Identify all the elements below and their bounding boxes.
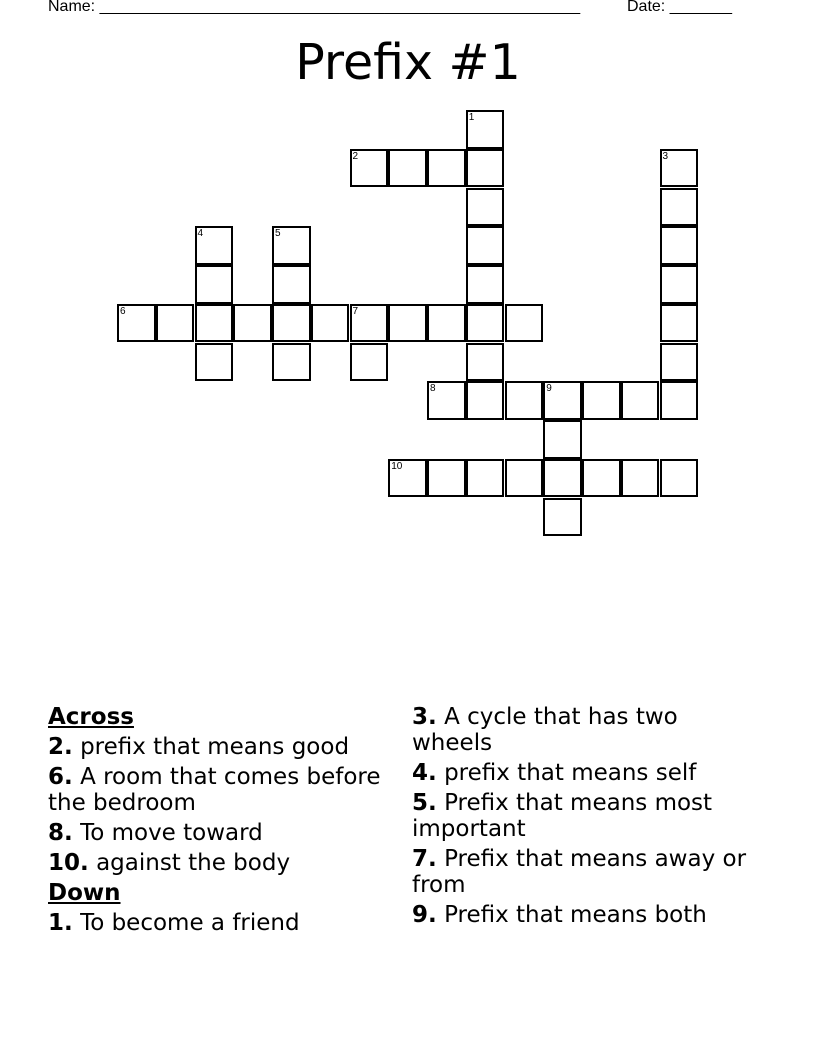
crossword-cell[interactable] — [621, 381, 660, 420]
clue-text: Prefix that means both — [444, 902, 707, 928]
crossword-cell[interactable] — [543, 420, 582, 459]
clue-down-9 — [412, 902, 752, 928]
clue-across-8 — [48, 820, 388, 846]
crossword-cell[interactable] — [466, 149, 505, 188]
clue-text: A cycle that has two wheels — [412, 704, 678, 756]
date-field-label: Date: _______ — [627, 0, 732, 15]
crossword-cell[interactable] — [272, 265, 311, 304]
crossword-cell[interactable] — [660, 343, 699, 382]
crossword-cell-9[interactable] — [543, 381, 582, 420]
crossword-cell[interactable] — [466, 381, 505, 420]
clue-number: 7. — [412, 846, 437, 872]
crossword-cell[interactable] — [195, 265, 234, 304]
clue-number: 6. — [48, 764, 73, 790]
clue-text: prefix that means good — [80, 734, 350, 760]
crossword-cell[interactable] — [660, 459, 699, 498]
crossword-cell[interactable] — [466, 343, 505, 382]
crossword-cell[interactable] — [660, 226, 699, 265]
clue-text: Prefix that means most important — [412, 790, 713, 842]
clue-text: prefix that means self — [444, 760, 697, 786]
crossword-cell[interactable] — [427, 459, 466, 498]
clue-number: 3. — [412, 704, 437, 730]
crossword-cell[interactable] — [466, 304, 505, 343]
crossword-cell[interactable] — [543, 459, 582, 498]
crossword-cell[interactable] — [272, 304, 311, 343]
down-heading: Down — [48, 880, 121, 906]
across-heading: Across — [48, 704, 134, 730]
crossword-cell[interactable] — [621, 459, 660, 498]
crossword-cell[interactable] — [195, 343, 234, 382]
crossword-cell[interactable] — [660, 188, 699, 227]
crossword-cell[interactable] — [505, 381, 544, 420]
clue-text: A room that comes before the bedroom — [48, 764, 381, 816]
cell-number: 2 — [352, 150, 359, 162]
crossword-cell[interactable] — [427, 304, 466, 343]
cell-number: 6 — [120, 305, 126, 317]
crossword-cell[interactable] — [660, 265, 699, 304]
crossword-cell[interactable] — [272, 343, 311, 382]
clue-number: 10. — [48, 850, 89, 876]
cell-number: 8 — [430, 383, 436, 395]
clue-text: To become a friend — [80, 910, 300, 936]
clue-across-10 — [48, 850, 388, 876]
crossword-cell-4[interactable] — [195, 226, 234, 265]
clue-down-4 — [412, 760, 752, 786]
crossword-cell[interactable] — [466, 188, 505, 227]
crossword-cell[interactable] — [388, 304, 427, 343]
crossword-cell[interactable] — [427, 149, 466, 188]
clue-number: 1. — [48, 910, 73, 936]
crossword-cell[interactable] — [505, 304, 544, 343]
crossword-cell[interactable] — [350, 343, 389, 382]
clue-number: 4. — [412, 760, 437, 786]
crossword-cell[interactable] — [466, 226, 505, 265]
crossword-cell[interactable] — [156, 304, 195, 343]
cell-number: 4 — [197, 228, 204, 240]
clue-number: 8. — [48, 820, 73, 846]
cell-number: 7 — [352, 305, 359, 317]
crossword-cell-7[interactable] — [350, 304, 389, 343]
clue-text: To move toward — [80, 820, 263, 846]
clue-text: Prefix that means away or from — [412, 846, 747, 898]
crossword-cell[interactable] — [582, 381, 621, 420]
crossword-cell[interactable] — [388, 149, 427, 188]
puzzle-title: Prefix #1 — [295, 34, 521, 91]
crossword-cell-2[interactable] — [350, 149, 389, 188]
crossword-cell-8[interactable] — [427, 381, 466, 420]
crossword-cell[interactable] — [543, 498, 582, 537]
crossword-cell[interactable] — [233, 304, 272, 343]
cell-number: 1 — [468, 112, 475, 123]
cell-number: 10 — [391, 460, 403, 472]
clue-across-2 — [48, 734, 388, 760]
clue-down-7 — [412, 846, 752, 898]
clue-down-5 — [412, 790, 752, 842]
clues-column-right — [412, 704, 752, 932]
crossword-cell-3[interactable] — [660, 149, 699, 188]
cell-number: 9 — [546, 383, 552, 395]
crossword-cell[interactable] — [505, 459, 544, 498]
clue-text: against the body — [96, 850, 291, 876]
crossword-cell[interactable] — [466, 459, 505, 498]
crossword-cell[interactable] — [195, 304, 234, 343]
cell-number: 5 — [275, 228, 281, 240]
crossword-cell[interactable] — [311, 304, 350, 343]
name-field-label: Name: ______________________________________________________ — [48, 0, 581, 15]
clue-down-1 — [48, 910, 388, 936]
crossword-cell-10[interactable] — [388, 459, 427, 498]
crossword-cell[interactable] — [660, 304, 699, 343]
clue-number: 5. — [412, 790, 437, 816]
crossword-cell-6[interactable] — [117, 304, 156, 343]
crossword-cell-5[interactable] — [272, 226, 311, 265]
clue-number: 2. — [48, 734, 73, 760]
clue-down-3 — [412, 704, 752, 756]
clue-across-6 — [48, 764, 388, 816]
cell-number: 3 — [662, 150, 669, 162]
crossword-cell[interactable] — [466, 265, 505, 304]
crossword-cell-1[interactable] — [466, 110, 505, 149]
crossword-cell[interactable] — [582, 459, 621, 498]
clue-number: 9. — [412, 902, 437, 928]
crossword-cell[interactable] — [660, 381, 699, 420]
clues-column-left — [48, 704, 388, 940]
